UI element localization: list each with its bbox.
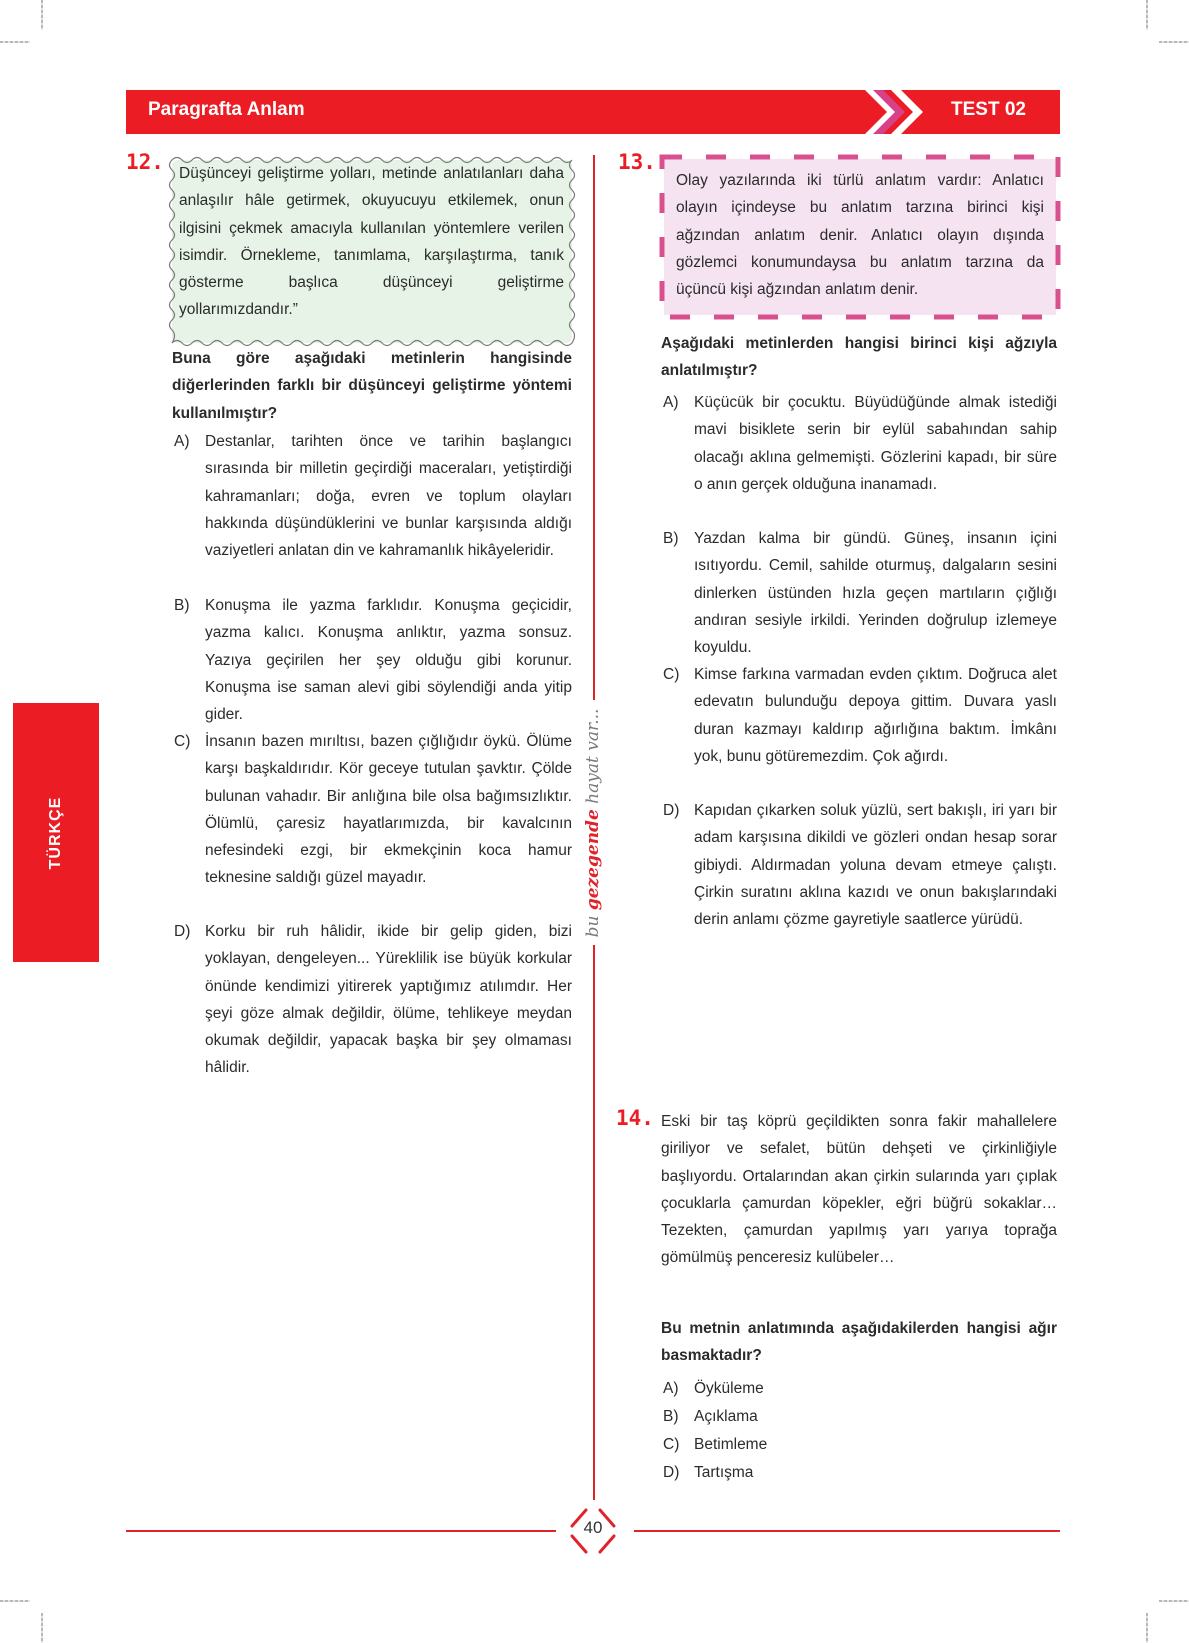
option-label: A)	[663, 1380, 679, 1397]
test-label: TEST 02	[951, 99, 1026, 120]
q13-stem: Aşağıdaki metinlerden hangisi birinci kişi ağzıyla anlatılmıştır?	[661, 335, 1057, 380]
crop-mark	[1159, 1600, 1189, 1602]
question-number-14: 14.	[616, 1106, 654, 1130]
page-number: 40	[583, 1518, 603, 1537]
column-divider	[593, 945, 595, 1500]
q14-option-a[interactable]	[663, 1375, 1057, 1402]
option-label: B)	[663, 530, 679, 547]
option-label: B)	[663, 1408, 679, 1425]
vertical-slogan: bu gezegende hayat var...	[583, 708, 603, 937]
option-text: Destanlar, tarihten önce ve tarihin başlangıcı sırasında bir milletin geçirdiği maceraları, yetiştirdiği kahramanları; doğa, evren ve toplum olayları hakkında düşündüklerini ve bunlar karşısında aldığı vaziyetleri anlatan din ve kahramanlık hikâyeleridir.	[205, 433, 572, 560]
option-text: Küçücük bir çocuktu. Büyüdüğünde almak istediği mavi bisiklete serin bir eylül sabahından sahip olacağı aklına gelmemişti. Gözlerini kapadı, bir süre o anın gerçek olduğuna inanamadı.	[694, 394, 1057, 493]
q13-option-d[interactable]	[663, 797, 1057, 933]
crop-mark	[0, 1600, 30, 1602]
crop-mark	[0, 41, 30, 43]
option-text: Açıklama	[694, 1408, 758, 1425]
section-header-bar	[126, 90, 1060, 134]
crop-mark	[1146, 0, 1148, 30]
option-label: B)	[174, 597, 190, 614]
q14-option-c[interactable]	[663, 1431, 1057, 1458]
crop-mark	[41, 0, 43, 30]
q14-passage-text: Eski bir taş köprü geçildikten sonra fakir mahallelere giriliyor ve sefalet, bütün dehşeti ve çirkinliğiyle başlıyordu. Ortalarından akan çirkin sularında yarı çıplak çocuklarla çamurdan köpekler, eğri büğrü sokaklar… Tezekten, çamurdan yapılmış yarı yarıya toprağa gömülmüş penceresiz kulübeler…	[661, 1113, 1057, 1267]
option-label: D)	[663, 1464, 680, 1481]
q13-option-b[interactable]	[663, 525, 1057, 661]
option-text: Konuşma ile yazma farklıdır. Konuşma geçicidir, yazma kalıcı. Konuşma anlıktır, yazma sonsuz. Yazıya geçirilen her şey olduğu gibi korunur. Konuşma ise saman alevi gibi söylendiği anda yitip gider.	[205, 597, 572, 724]
double-chevron-icon	[861, 90, 931, 134]
q14-option-b[interactable]	[663, 1403, 1057, 1430]
q13-passage-text: Olay yazılarında iki türlü anlatım vardır: Anlatıcı olayın içindeyse bu anlatım tarzına birinci kişi ağzından anlatım denir. Anlatıcı olayın dışında gözlemci konumundaysa bu anlatım tarzına da üçüncü kişi ağzından anlatım denir.	[676, 172, 1044, 299]
footer-rule-right	[634, 1530, 1060, 1532]
option-text: Kimse farkına varmadan evden çıktım. Doğruca alet edevatın bulunduğu depoya gittim. Duvara yaslı duran kazmayı kaldırıp ağırlığına baktım. İmkânı yok, bunu götüremezdim. Çok ağırdı.	[694, 666, 1057, 765]
question-number-12: 12.	[126, 150, 164, 174]
q14-stem: Bu metnin anlatımında aşağıdakilerden hangisi ağır basmaktadır?	[661, 1320, 1057, 1365]
option-text: Kapıdan çıkarken soluk yüzlü, sert bakışlı, iri yarı bir adam karşısına dikildi ve gözleri ondan hesap sorar gibiydi. Aldırmadan yoluna devam etmeye çalıştı. Çirkin suratını aklına kazıdı ve onun bakışlarındaki derin anlamı çözme gayretiyle saatlerce yürüdü.	[694, 802, 1057, 929]
q14-option-d[interactable]	[663, 1459, 1057, 1486]
option-text: Betimleme	[694, 1436, 768, 1453]
option-text: Yazdan kalma bir gündü. Güneş, insanın içini ısıtıyordu. Cemil, sahilde oturmuş, dalgaların sesini dinlerken üstünden hızla geçen martıların çığlığı andıran sesiyle irkildi. Yerinden doğrulup izlemeye koyuldu.	[694, 530, 1057, 657]
q13-option-c[interactable]	[663, 661, 1057, 770]
option-label: C)	[663, 1436, 680, 1453]
q12-passage-text: Düşünceyi geliştirme yolları, metinde anlatılanları daha anlaşılır hâle getirmek, okuyucuyu etkilemek, onun ilgisini çekmek amacıyla kullanılan yöntemlere verilen isimdir. Örnekleme, tanımlama, karşılaştırma, tanık gösterme başlıca düşünceyi geliştirme yollarımızdandır.”	[179, 165, 564, 319]
subject-label: TÜRKÇE	[47, 796, 64, 869]
option-label: D)	[174, 923, 191, 940]
option-label: C)	[174, 733, 191, 750]
question-number-13: 13.	[618, 150, 656, 174]
section-title: Paragrafta Anlam	[148, 99, 305, 120]
q13-option-a[interactable]	[663, 389, 1057, 498]
subject-side-tab	[13, 703, 99, 962]
crop-mark	[1159, 41, 1189, 43]
q12-option-b[interactable]	[174, 592, 572, 728]
crop-mark	[41, 1613, 43, 1643]
option-label: A)	[174, 433, 190, 450]
slogan-highlight: gezegende	[583, 808, 603, 910]
crop-mark	[1146, 1613, 1148, 1643]
q12-option-d[interactable]	[174, 918, 572, 1082]
option-text: İnsanın bazen mırıltısı, bazen çığlığıdır öykü. Ölüme karşı başkaldırıdır. Kör geceye tutulan şavktır. Çölde bulunan vahadır. Bir anlığına bile olsa bağımsızlıktır. Ölümlü, çaresiz hayatlarımızda, bir kavalcının nefesindeki ezgi, bir ekmekçinin koca hamur teknesine saldığı güzel mayadır.	[205, 733, 572, 887]
q12-stem: Buna göre aşağıdaki metinlerin hangisinde diğerlerinden farklı bir düşünceyi geliştirme yöntemi kullanılmıştır?	[172, 350, 572, 422]
q12-option-a[interactable]	[174, 428, 572, 564]
option-text: Korku bir ruh hâlidir, ikide bir gelip giden, bizi yoklayan, dengeleyen... Yüreklilik ise büyük korkular önünde kendimizi yitirerek yaptığımız atılımdır. Her şeyi göze almak değildir, ölüme, tehlikeye meydan okumak değildir, yapacak başka bir şey olmaması hâlidir.	[205, 923, 572, 1077]
footer-rule-left	[126, 1530, 556, 1532]
option-text: Öyküleme	[694, 1380, 764, 1397]
option-label: C)	[663, 666, 680, 683]
option-text: Tartışma	[694, 1464, 754, 1481]
q12-option-c[interactable]	[174, 728, 572, 892]
option-label: D)	[663, 802, 680, 819]
option-label: A)	[663, 394, 679, 411]
column-divider	[593, 155, 595, 700]
